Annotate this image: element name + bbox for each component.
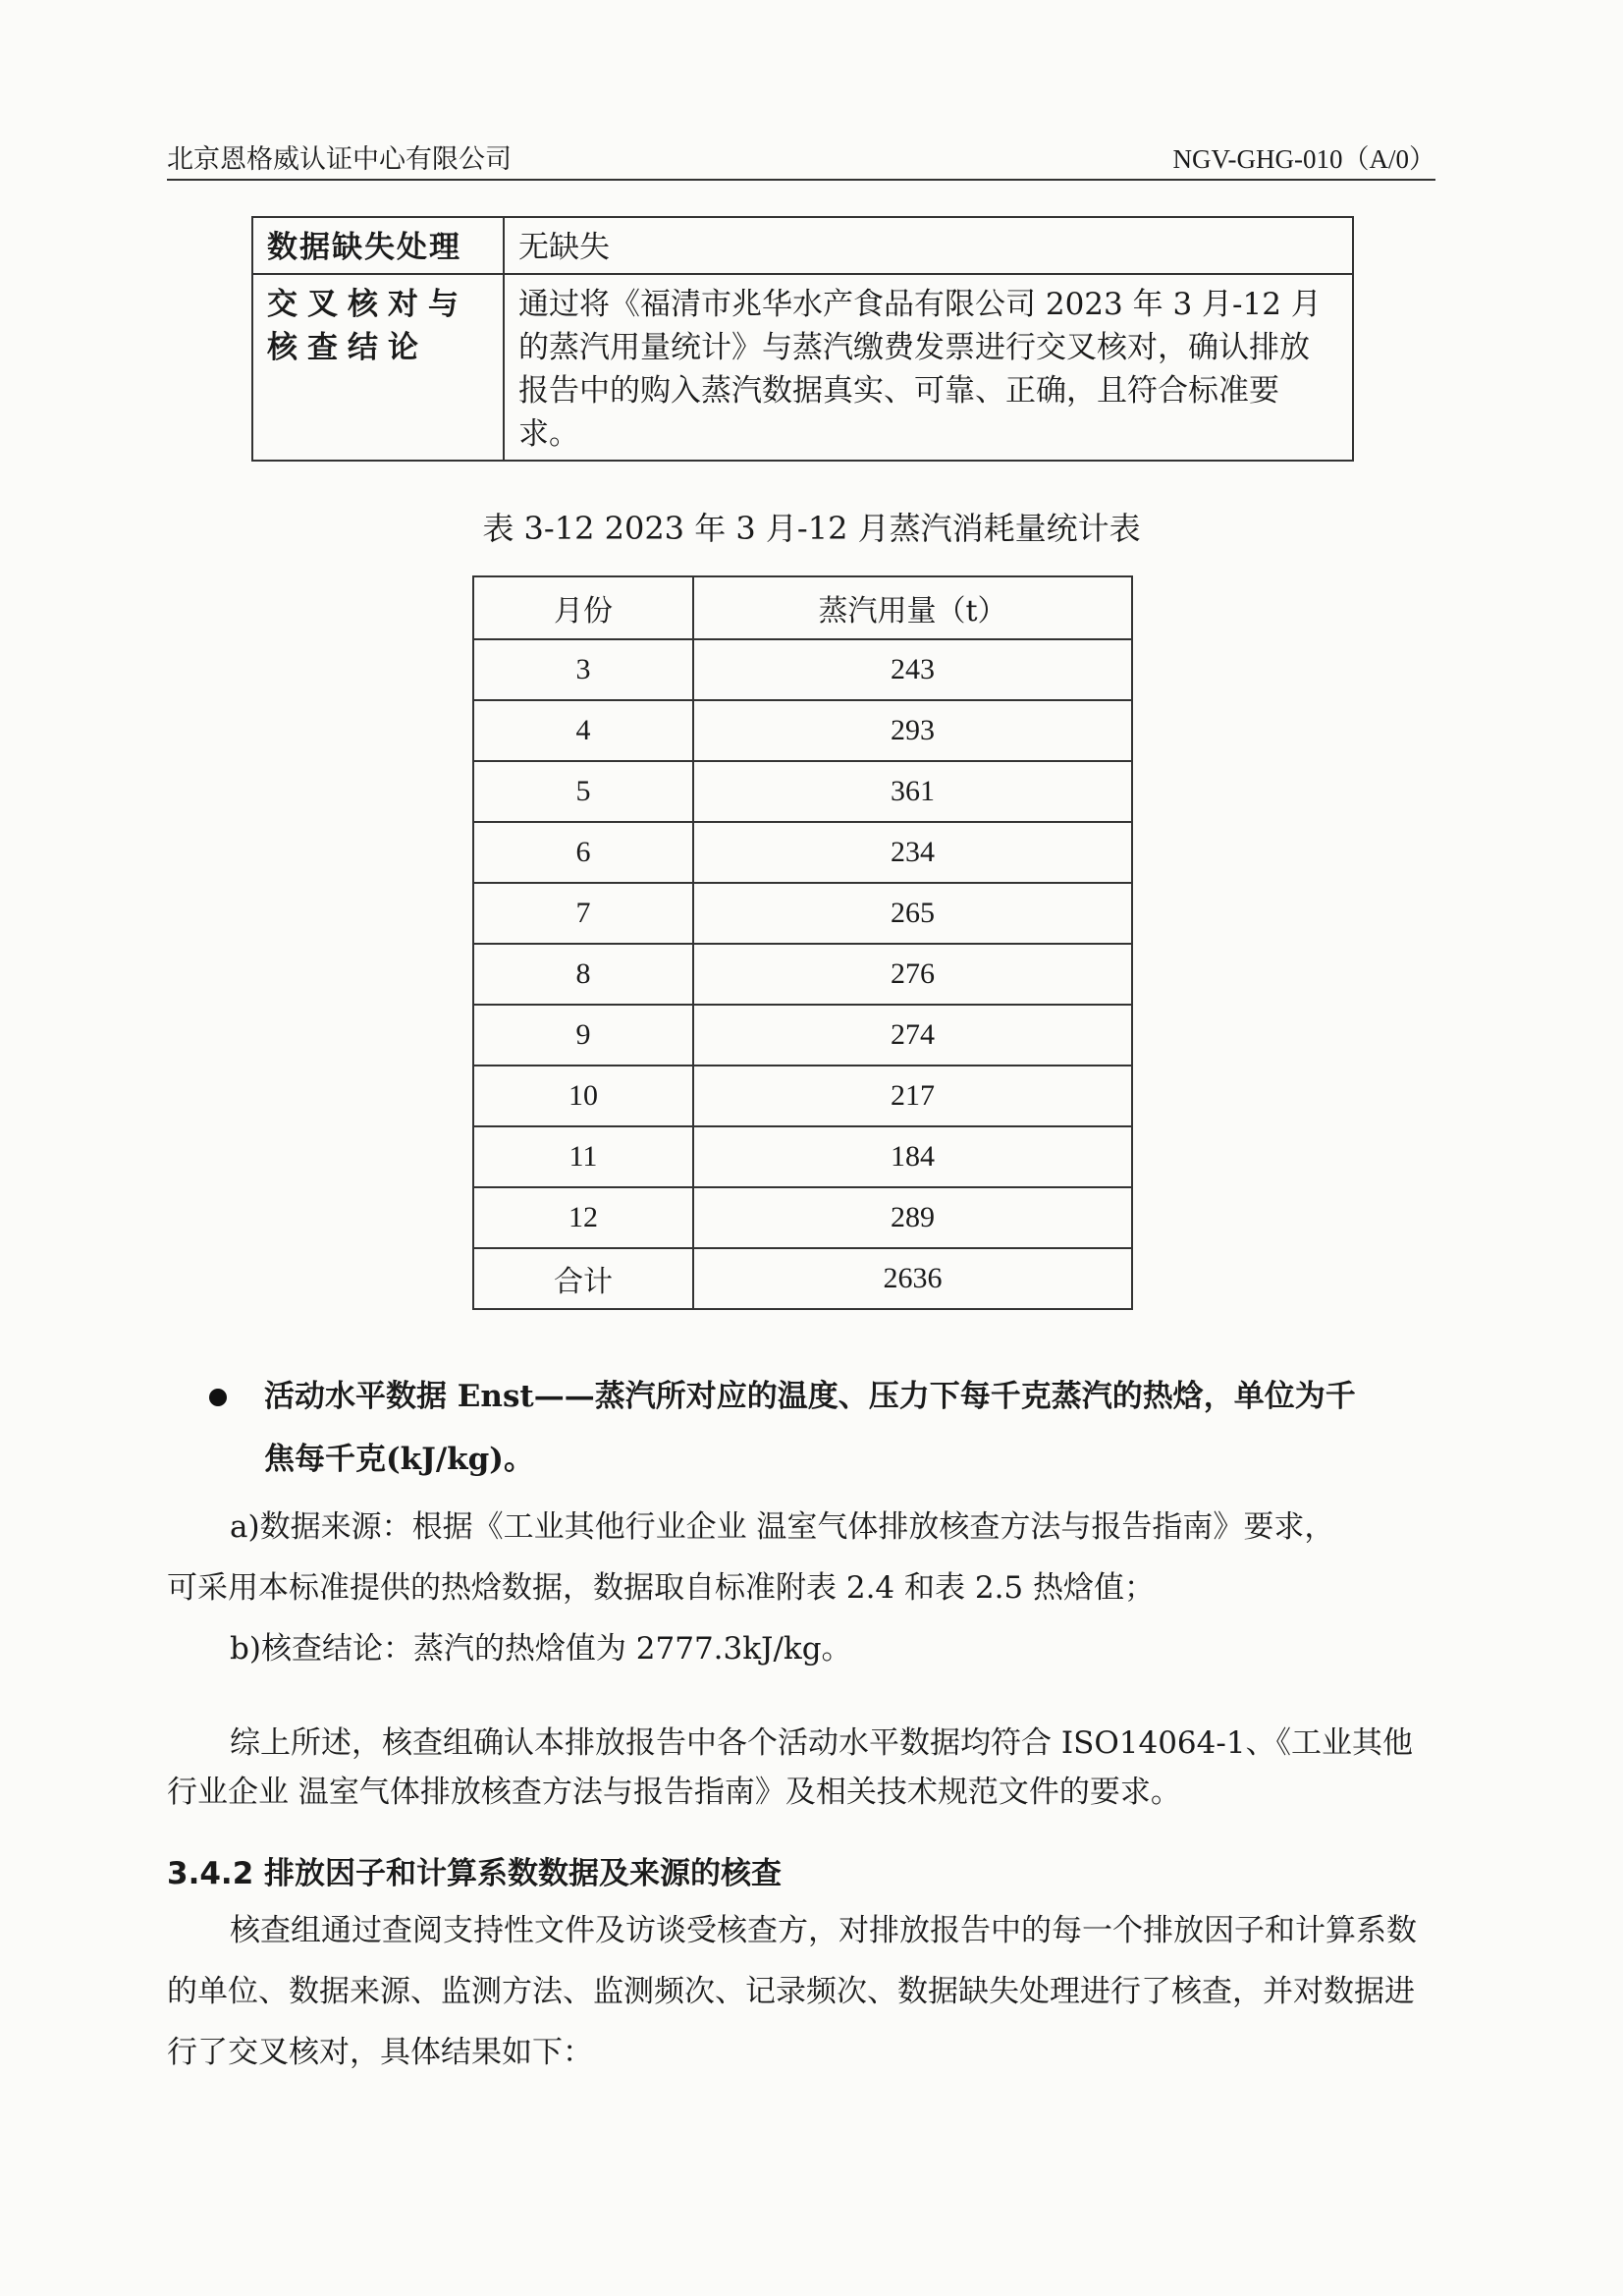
steam-cell: 289 [693, 1187, 1132, 1248]
steam-cell: 274 [693, 1005, 1132, 1066]
table-row [473, 1005, 1132, 1066]
bullet-line: 焦每千克(kJ/kg)。 [264, 1442, 534, 1477]
page-header [167, 134, 1435, 181]
column-header-steam: 蒸汽用量（t） [693, 576, 1132, 639]
column-header-month: 月份 [473, 576, 693, 639]
steam-consumption-table [472, 575, 1133, 1310]
month-cell: 9 [473, 1005, 693, 1066]
month-cell: 4 [473, 700, 693, 761]
month-cell: 6 [473, 822, 693, 883]
data-source-paragraph [167, 1497, 1435, 1679]
table-row [473, 1066, 1132, 1126]
steam-cell: 265 [693, 883, 1132, 944]
table-row [473, 944, 1132, 1005]
table-row [473, 1126, 1132, 1187]
table-caption: 表 3-12 2023 年 3 月-12 月蒸汽消耗量统计表 [482, 510, 1141, 547]
activity-data-bullet [209, 1365, 1436, 1491]
steam-cell: 243 [693, 639, 1132, 700]
month-cell: 5 [473, 761, 693, 822]
source-line: a)数据来源：根据《工业其他行业企业 温室气体排放核查方法与报告指南》要求， [230, 1509, 1335, 1545]
table-row [473, 822, 1132, 883]
table-row [252, 217, 1353, 274]
table-row [473, 639, 1132, 700]
steam-cell: 217 [693, 1066, 1132, 1126]
document-code: NGV-GHG-010（A/0） [1172, 144, 1435, 174]
row-label: 交叉核对与核查结论 [252, 274, 504, 461]
table-header-row [473, 576, 1132, 639]
steam-cell: 184 [693, 1126, 1132, 1187]
table-row [473, 1187, 1132, 1248]
row-value: 通过将《福清市兆华水产食品有限公司 2023 年 3 月-12 月的蒸汽用量统计》与蒸汽缴费发票进行交叉核对，确认排放报告中的购入蒸汽数据真实、可靠、正确，且符合标准要求。 [504, 274, 1353, 461]
table-row [473, 761, 1132, 822]
summary-paragraph: 综上所述，核查组确认本排放报告中各个活动水平数据均符合 ISO14064-1、《工业其他行业企业 温室气体排放核查方法与报告指南》及相关技术规范文件的要求。 [167, 1725, 1414, 1810]
month-cell: 12 [473, 1187, 693, 1248]
row-label: 数据缺失处理 [252, 217, 504, 274]
row-value: 无缺失 [504, 217, 1353, 274]
section-heading: 3.4.2 排放因子和计算系数数据及来源的核查 [167, 1856, 783, 1891]
steam-cell: 293 [693, 700, 1132, 761]
month-cell: 8 [473, 944, 693, 1005]
conclusion-line: b)核查结论：蒸汽的热焓值为 2777.3kJ/kg。 [230, 1631, 852, 1667]
steam-cell: 276 [693, 944, 1132, 1005]
company-name: 北京恩格威认证中心有限公司 [167, 144, 512, 175]
steam-cell: 361 [693, 761, 1132, 822]
month-cell: 10 [473, 1066, 693, 1126]
month-cell: 7 [473, 883, 693, 944]
month-cell: 11 [473, 1126, 693, 1187]
table-total-row [473, 1248, 1132, 1309]
table-row [252, 274, 1353, 461]
steam-cell: 234 [693, 822, 1132, 883]
verification-info-table [251, 216, 1354, 462]
total-value-cell: 2636 [693, 1248, 1132, 1309]
bullet-line: 活动水平数据 Enst——蒸汽所对应的温度、压力下每千克蒸汽的热焓，单位为千 [264, 1379, 1356, 1414]
bullet-icon [209, 1389, 227, 1406]
source-line: 可采用本标准提供的热焓数据，数据取自标准附表 2.4 和表 2.5 热焓值； [167, 1570, 1156, 1606]
table-row [473, 700, 1132, 761]
month-cell: 3 [473, 639, 693, 700]
table-row [473, 883, 1132, 944]
total-label-cell: 合计 [473, 1248, 693, 1309]
section-body-paragraph: 核查组通过查阅支持性文件及访谈受核查方，对排放报告中的每一个排放因子和计算系数的单位、数据来源、监测方法、监测频次、记录频次、数据缺失处理进行了核查，并对数据进行了交叉核对，具体结果如下： [167, 1913, 1417, 2070]
